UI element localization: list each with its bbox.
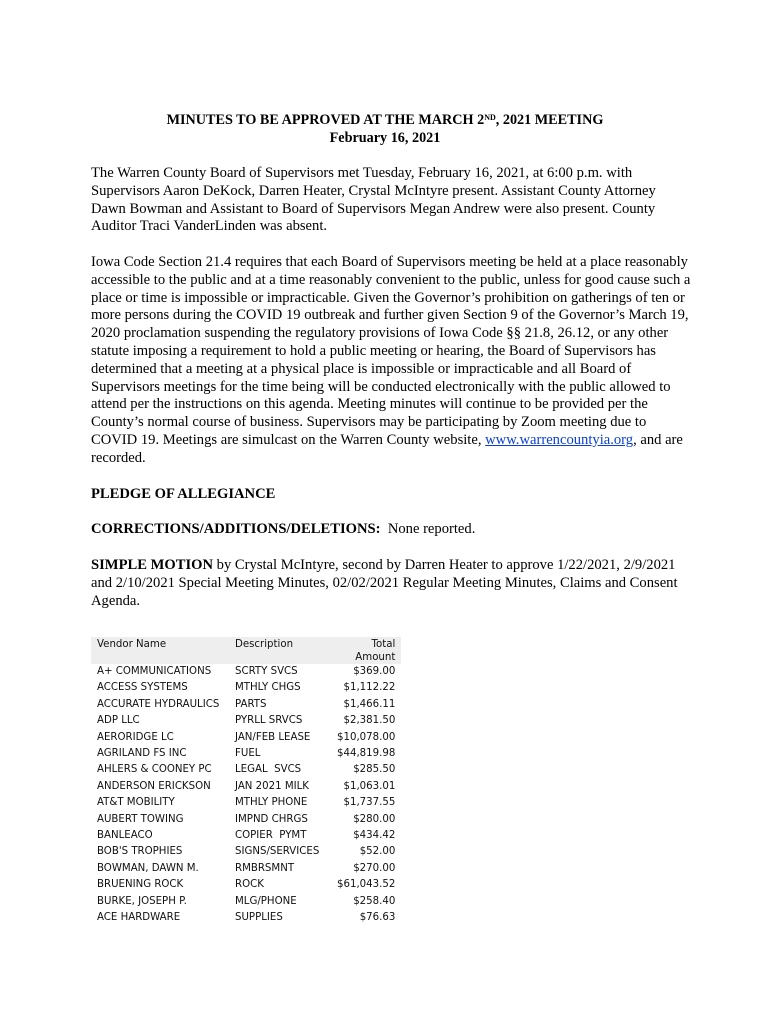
vendor-name-header: Vendor Name bbox=[91, 637, 229, 664]
title-line-1 bbox=[0, 111, 770, 129]
vendor-name-cell: ACE HARDWARE bbox=[97, 912, 181, 924]
title-line-1-text: MINUTES TO BE APPROVED AT THE MARCH 2 bbox=[166, 112, 485, 128]
claims-table-body bbox=[91, 664, 401, 927]
description-cell: LEGAL SVCS bbox=[235, 764, 302, 776]
amount-cell: $76.63 bbox=[359, 912, 396, 924]
table-row bbox=[91, 861, 401, 877]
vendor-name-cell: BANLEACO bbox=[97, 830, 153, 842]
vendor-name-cell: AERORIDGE LC bbox=[97, 731, 174, 743]
description-cell: MTHLY PHONE bbox=[235, 797, 308, 809]
amount-cell: $44,819.98 bbox=[337, 748, 396, 760]
vendor-name-cell: AT&T MOBILITY bbox=[97, 797, 175, 809]
total-amount-header-line-2: Amount bbox=[355, 651, 396, 663]
description-cell: PYRLL SRVCS bbox=[235, 715, 303, 727]
table-row bbox=[91, 910, 401, 926]
amount-cell: $369.00 bbox=[353, 666, 396, 677]
corrections-label: CORRECTIONS/ADDITIONS/DELETIONS: bbox=[91, 521, 381, 537]
amount-cell: $1,063.01 bbox=[343, 780, 396, 792]
simple-motion-label: SIMPLE MOTION bbox=[91, 557, 214, 573]
county-website-link[interactable]: www.warrencountyia.org bbox=[485, 431, 634, 448]
table-row bbox=[91, 894, 401, 910]
vendor-name-cell: BOB'S TROPHIES bbox=[97, 846, 183, 858]
table-row bbox=[91, 730, 401, 746]
intro-paragraph: The Warren County Board of Supervisors met Tuesday, February 16, 2021, at 6:00 p.m. with Supervisors Aaron DeKock, Darren Heater, Crystal McIntyre present. Assistant County Attorney Dawn Bowman and Assistant to Board of Supervisors Megan Andrew were also present. County Auditor Traci VanderLinden was absent. bbox=[91, 165, 656, 235]
table-row bbox=[91, 680, 401, 696]
table-row bbox=[91, 844, 401, 860]
corrections-heading bbox=[91, 521, 475, 539]
total-amount-header-line-1: Total bbox=[371, 639, 396, 650]
amount-cell: $280.00 bbox=[353, 813, 396, 825]
table-row bbox=[91, 697, 401, 713]
vendor-name-cell: AGRILAND FS INC bbox=[97, 748, 187, 760]
description-cell: JAN 2021 MILK bbox=[235, 780, 309, 792]
vendor-name-cell: ANDERSON ERICKSON bbox=[97, 780, 211, 792]
description-cell: MTHLY CHGS bbox=[235, 682, 301, 694]
description-cell: SIGNS/SERVICES bbox=[235, 846, 320, 858]
table-row bbox=[91, 795, 401, 811]
simple-motion-paragraph bbox=[91, 557, 691, 610]
table-row bbox=[91, 828, 401, 844]
corrections-note: None reported. bbox=[380, 521, 476, 537]
amount-cell: $61,043.52 bbox=[337, 879, 396, 891]
description-header: Description bbox=[229, 637, 331, 664]
minutes-title bbox=[0, 111, 770, 147]
table-row bbox=[91, 812, 401, 828]
title-date: February 16, 2021 bbox=[329, 130, 441, 146]
description-cell: MLG/PHONE bbox=[235, 895, 297, 907]
description-cell: RMBRSMNT bbox=[235, 862, 295, 874]
vendor-name-cell: BURKE, JOSEPH P. bbox=[97, 895, 187, 907]
table-row bbox=[91, 713, 401, 729]
vendor-name-cell: ACCURATE HYDRAULICS bbox=[97, 698, 220, 710]
table-row bbox=[91, 762, 401, 778]
simple-motion-text: by Crystal McIntyre, second by Darren Heater to approve 1/22/2021, 2/9/2021 and 2/10/2021 Special Meeting Minutes, 02/02/2021 Regular Meeting Minutes, Claims and Consent Agenda. bbox=[91, 557, 678, 609]
amount-cell: $1,737.55 bbox=[343, 797, 396, 809]
description-cell: FUEL bbox=[235, 748, 261, 760]
description-cell: COPIER PYMT bbox=[235, 830, 307, 842]
iowa-code-text: Iowa Code Section 21.4 requires that each Board of Supervisors meeting be held at a place reasonably accessible to the public and at a time reasonably convenient to the public, unless for good cause such a place or time is impossible or impracticable. Given the Governor’s prohibition on gatherings of ten or more persons during the COVID 19 outbreak and further given Section 9 of the Governor’s March 19, 2020 proclamation suspending the regulatory provisions of Iowa Code §§ 21.8, 26.12, or any other statute imposing a requirement to hold a public meeting or hearing, the Board of Supervisors has determined that a meeting at a physical place is impossible or impracticable and all Board of Supervisors meetings for the time being will be conducted electronically with the public allowed to attend per the instructions on this agenda. Meeting minutes will continue to be provided per the County’s normal course of business. Supervisors may be participating by Zoom meeting due to COVID 19. Meetings are simulcast on the Warren County website, bbox=[91, 254, 691, 448]
amount-cell: $434.42 bbox=[353, 830, 396, 842]
amount-cell: $270.00 bbox=[353, 862, 396, 874]
amount-cell: $10,078.00 bbox=[337, 731, 396, 743]
iowa-code-paragraph bbox=[91, 254, 691, 468]
table-row bbox=[91, 664, 401, 680]
description-cell: PARTS bbox=[235, 698, 267, 710]
vendor-name-cell: ACCESS SYSTEMS bbox=[97, 682, 188, 694]
description-cell: IMPND CHRGS bbox=[235, 813, 308, 825]
pledge-heading: PLEDGE OF ALLEGIANCE bbox=[91, 486, 276, 502]
description-cell: ROCK bbox=[235, 879, 264, 891]
vendor-name-cell: BRUENING ROCK bbox=[97, 879, 184, 891]
amount-cell: $2,381.50 bbox=[343, 715, 396, 727]
claims-table bbox=[91, 637, 401, 927]
vendor-name-cell: ADP LLC bbox=[97, 715, 140, 727]
table-row bbox=[91, 877, 401, 893]
title-superscript: ND bbox=[484, 113, 496, 122]
table-row bbox=[91, 779, 401, 795]
total-amount-header bbox=[331, 637, 401, 664]
table-row bbox=[91, 746, 401, 762]
description-cell: JAN/FEB LEASE bbox=[235, 731, 311, 743]
vendor-name-cell: BOWMAN, DAWN M. bbox=[97, 862, 199, 874]
amount-cell: $258.40 bbox=[353, 895, 396, 907]
description-cell: SUPPLIES bbox=[235, 912, 283, 924]
description-cell: SCRTY SVCS bbox=[235, 666, 298, 677]
vendor-name-cell: AUBERT TOWING bbox=[97, 813, 184, 825]
vendor-name-cell: AHLERS & COONEY PC bbox=[97, 764, 212, 776]
amount-cell: $285.50 bbox=[353, 764, 396, 776]
title-line-1-tail: , 2021 MEETING bbox=[495, 112, 604, 128]
amount-cell: $1,466.11 bbox=[343, 698, 396, 710]
amount-cell: $1,112.22 bbox=[343, 682, 396, 694]
vendor-name-cell: A+ COMMUNICATIONS bbox=[97, 666, 212, 677]
claims-table-header bbox=[91, 637, 401, 664]
iowa-code-tail: , and are recorded. bbox=[91, 431, 683, 466]
amount-cell: $52.00 bbox=[359, 846, 396, 858]
